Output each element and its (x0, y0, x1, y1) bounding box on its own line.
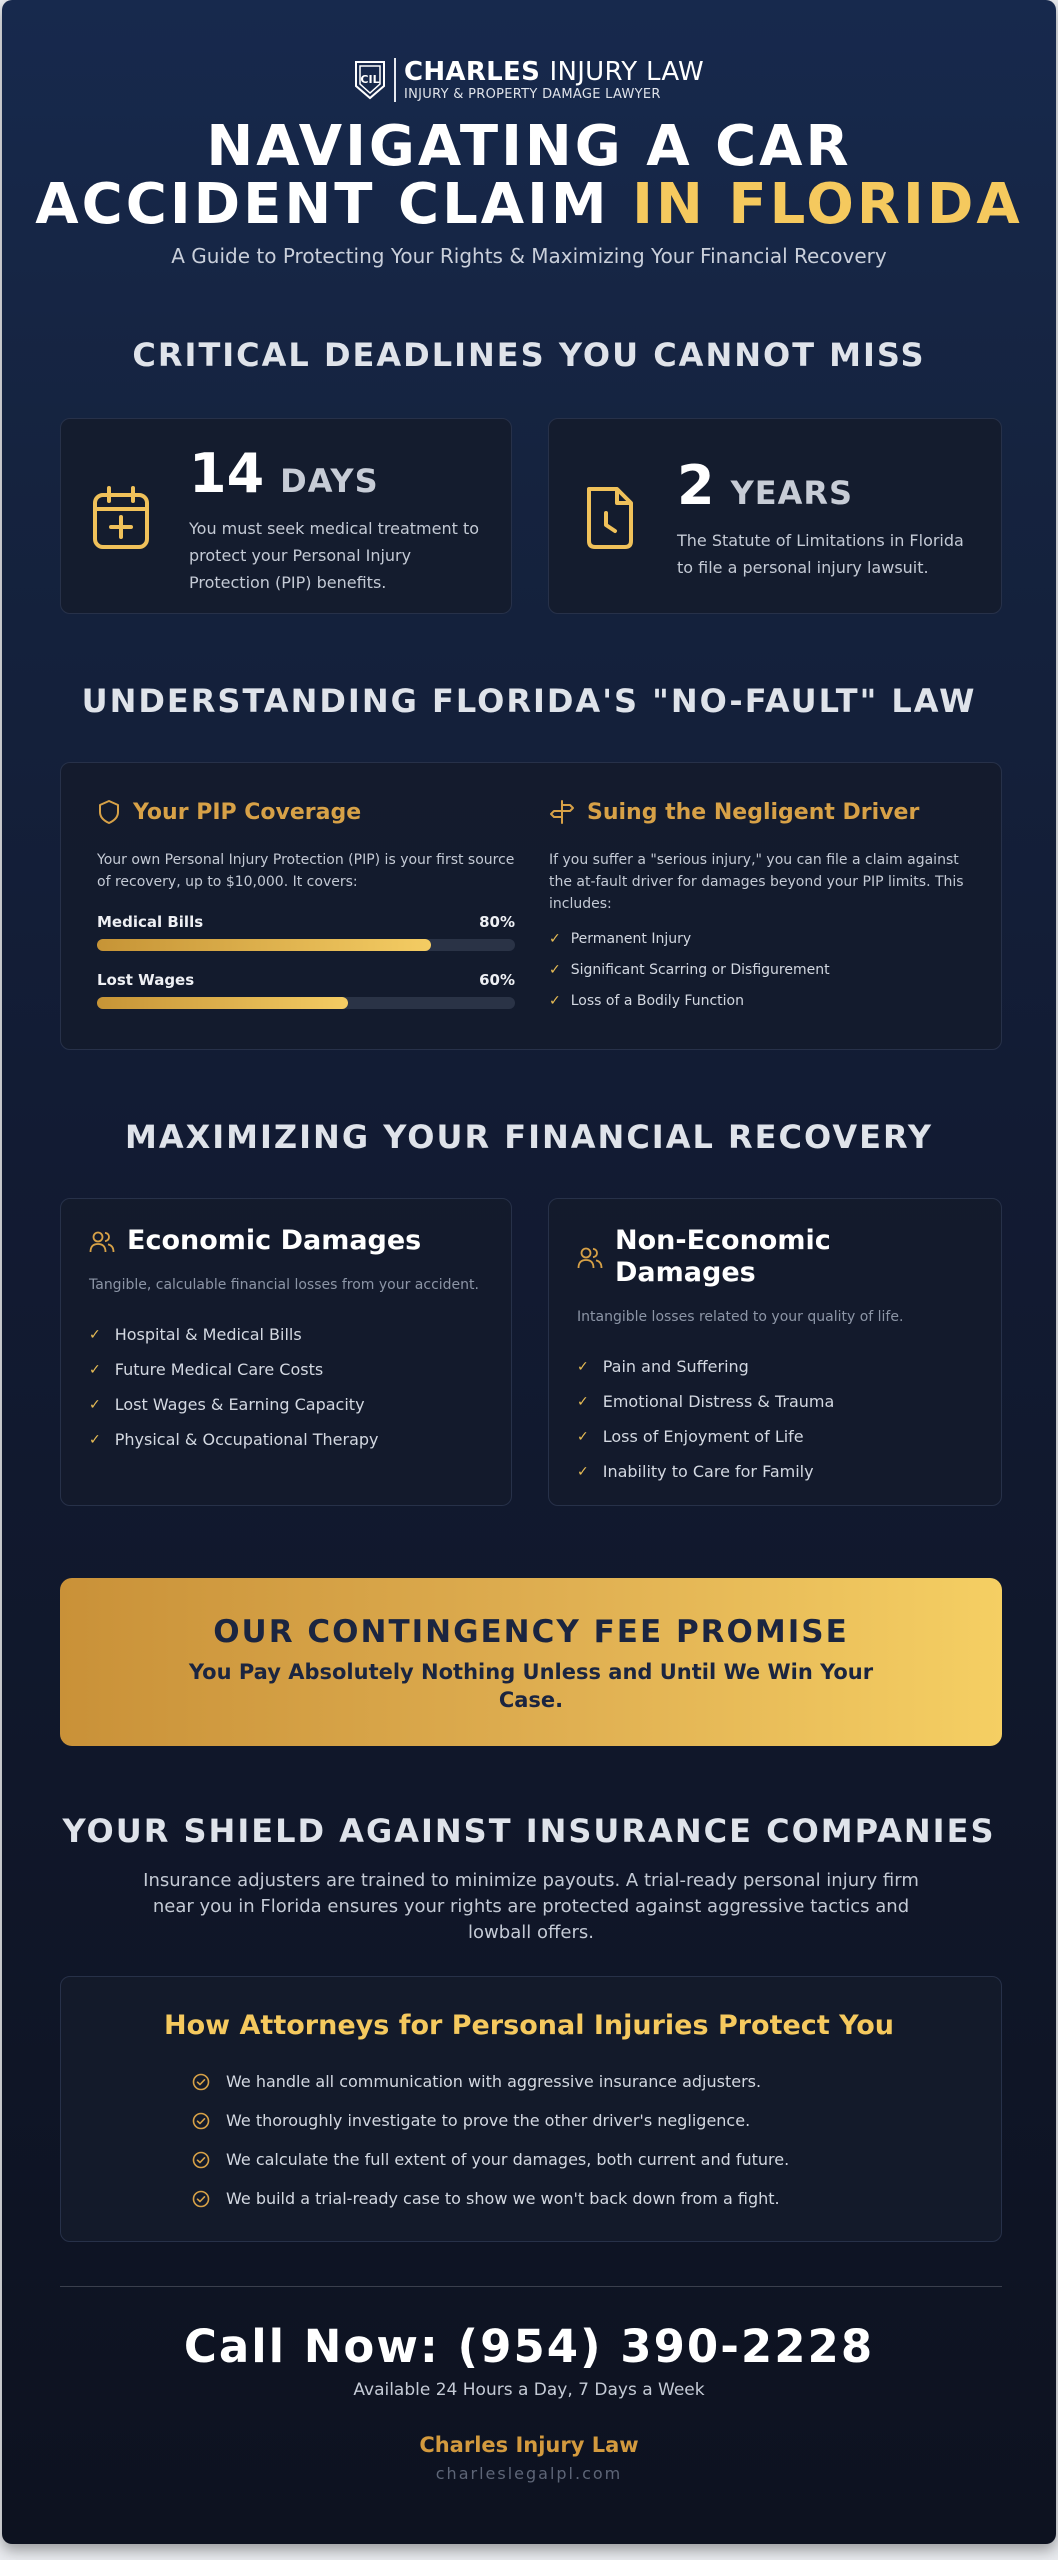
progress-track (97, 939, 515, 951)
svg-text:CIL: CIL (360, 73, 380, 86)
shield-title: YOUR SHIELD AGAINST INSURANCE COMPANIES (62, 1812, 996, 1850)
noneconomic-list (577, 1349, 973, 1489)
check-icon: ✓ (577, 1463, 589, 1480)
logo-divider (394, 58, 396, 102)
deadline-number: 14 (189, 442, 265, 505)
protect-list (192, 2062, 789, 2218)
contingency-banner (60, 1578, 1002, 1746)
deadlines-title: CRITICAL DEADLINES YOU CANNOT MISS (132, 336, 926, 374)
check-icon: ✓ (577, 1358, 589, 1375)
signpost-icon (549, 799, 575, 825)
check-circle-icon (192, 2190, 210, 2208)
call-phone-link[interactable]: Call Now: (954) 390-2228 (183, 2320, 875, 2373)
pip-column (97, 799, 515, 1009)
bar-label: Lost Wages (97, 971, 195, 989)
progress-fill (97, 939, 431, 951)
users-icon (89, 1229, 115, 1255)
progress-track (97, 997, 515, 1009)
list-item: ✓ Significant Scarring or Disfigurement (549, 962, 830, 978)
bar-value: 60% (479, 971, 515, 989)
check-circle-icon (192, 2151, 210, 2169)
check-icon: ✓ (549, 931, 561, 947)
page-title: NAVIGATING A CAR ACCIDENT CLAIM IN FLORIDA (35, 114, 1023, 237)
noneconomic-damages-card (548, 1198, 1002, 1506)
bar-label: Medical Bills (97, 913, 204, 931)
deadline-number: 2 (677, 454, 715, 517)
check-icon: ✓ (549, 993, 561, 1009)
check-icon: ✓ (89, 1361, 101, 1378)
shield-logo-icon (354, 60, 386, 100)
calendar-plus-icon (91, 485, 151, 551)
brand-name: CHARLES INJURY LAW (403, 57, 705, 87)
pip-bar-wages (97, 971, 515, 1009)
shield-icon (97, 799, 121, 825)
website-link[interactable]: charleslegalpl.com (435, 2464, 623, 2483)
promise-subtitle: You Pay Absolutely Nothing Unless and Until We Win Your Case. (188, 1660, 874, 1712)
noneconomic-heading: Non-Economic Damages (615, 1225, 831, 1288)
brand-tagline: INJURY & PROPERTY DAMAGE LAWYER (403, 87, 661, 102)
availability-text: Available 24 Hours a Day, 7 Days a Week (353, 2380, 705, 2400)
list-item: We build a trial-ready case to show we won't back down from a fight. (192, 2179, 789, 2218)
check-icon: ✓ (89, 1431, 101, 1448)
list-item: ✓ Inability to Care for Family (577, 1462, 814, 1481)
list-item: ✓ Loss of a Bodily Function (549, 993, 744, 1009)
suing-text: If you suffer a "serious injury," you can file a claim against the at-fault driver for damages beyond your PIP limits. This includes: (549, 852, 964, 912)
suing-heading: Suing the Negligent Driver (587, 799, 920, 825)
deadline-card-years (548, 418, 1002, 614)
list-item: ✓ Pain and Suffering (577, 1357, 749, 1376)
serious-injury-list (549, 931, 969, 1009)
noneconomic-desc: Intangible losses related to your quality of life. (577, 1309, 904, 1325)
economic-damages-card (60, 1198, 512, 1506)
list-item: We thoroughly investigate to prove the other driver's negligence. (192, 2101, 789, 2140)
list-item: ✓ Physical & Occupational Therapy (89, 1430, 379, 1449)
suing-column (549, 799, 969, 1024)
check-icon: ✓ (577, 1428, 589, 1445)
check-icon: ✓ (577, 1393, 589, 1410)
brand-logo (2, 58, 1056, 102)
deadline-text: You must seek medical treatment to protect your Personal Injury Protection (PIP) benefits. (189, 519, 480, 592)
list-item: ✓ Hospital & Medical Bills (89, 1325, 302, 1344)
bar-value: 80% (479, 913, 515, 931)
check-icon: ✓ (549, 962, 561, 978)
list-item: ✓ Future Medical Care Costs (89, 1360, 324, 1379)
deadline-card-days (60, 418, 512, 614)
progress-fill (97, 997, 348, 1009)
check-icon: ✓ (89, 1326, 101, 1343)
list-item: ✓ Emotional Distress & Trauma (577, 1392, 835, 1411)
list-item: ✓ Lost Wages & Earning Capacity (89, 1395, 365, 1414)
list-item: ✓ Loss of Enjoyment of Life (577, 1427, 804, 1446)
nofault-card (60, 762, 1002, 1050)
list-item: We calculate the full extent of your damages, both current and future. (192, 2140, 789, 2179)
promise-title: OUR CONTINGENCY FEE PROMISE (213, 1614, 849, 1650)
infographic-page (2, 0, 1056, 2544)
check-circle-icon (192, 2112, 210, 2130)
pip-bar-medical (97, 913, 515, 951)
pip-text: Your own Personal Injury Protection (PIP) is your first source of recovery, up to $10,000. It covers: (97, 852, 515, 890)
list-item: We handle all communication with aggressive insurance adjusters. (192, 2062, 789, 2101)
deadline-unit: DAYS (280, 462, 379, 500)
economic-desc: Tangible, calculable financial losses from your accident. (89, 1277, 479, 1293)
recovery-title: MAXIMIZING YOUR FINANCIAL RECOVERY (124, 1118, 934, 1156)
firm-name: Charles Injury Law (419, 2433, 639, 2457)
protect-title: How Attorneys for Personal Injuries Protect You (164, 2010, 894, 2041)
footer-divider (60, 2286, 1002, 2287)
document-clock-icon (579, 485, 639, 551)
economic-heading: Economic Damages (127, 1225, 422, 1256)
page-subtitle: A Guide to Protecting Your Rights & Maximizing Your Financial Recovery (171, 244, 887, 268)
deadline-unit: YEARS (730, 474, 854, 512)
pip-heading: Your PIP Coverage (133, 799, 362, 825)
check-circle-icon (192, 2073, 210, 2091)
economic-list (89, 1317, 483, 1457)
users-icon (577, 1245, 603, 1271)
list-item: ✓ Permanent Injury (549, 931, 692, 947)
nofault-title: UNDERSTANDING FLORIDA'S "NO-FAULT" LAW (81, 682, 977, 720)
shield-text: Insurance adjusters are trained to minimize payouts. A trial-ready personal injury firm near you in Florida ensures your rights are protected against aggressive tactics and lowball offers. (143, 1870, 919, 1943)
deadline-text: The Statute of Limitations in Florida to file a personal injury lawsuit. (677, 531, 964, 577)
check-icon: ✓ (89, 1396, 101, 1413)
